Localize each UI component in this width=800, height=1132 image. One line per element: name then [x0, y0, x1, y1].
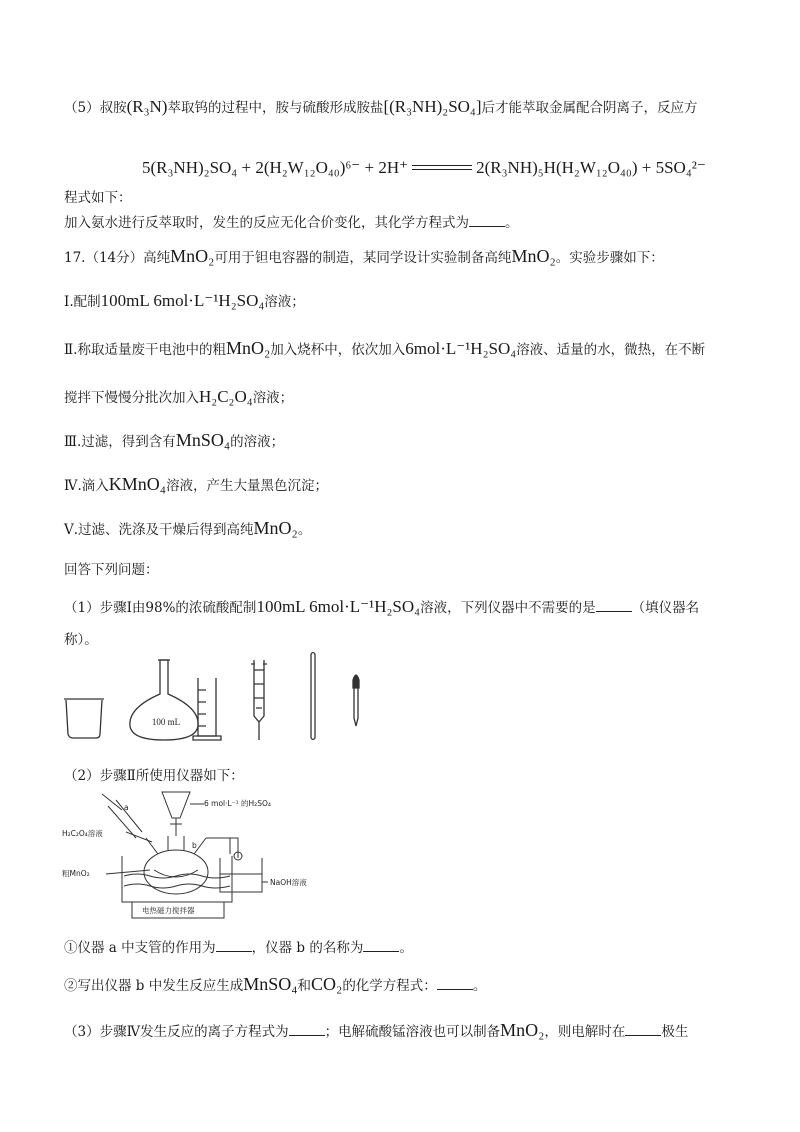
part-2-2-end: 。	[472, 978, 487, 994]
q17-text-a: 可用于钽电容器的制造，某同学设计实验制备高纯	[214, 250, 512, 266]
step-4-label: Ⅳ.滴入	[64, 478, 109, 494]
step-5-end: 。	[297, 522, 312, 538]
reaction-equation	[142, 158, 706, 178]
mno2-formula: MnO₂	[511, 246, 556, 266]
q17-number: 17.（14分）高纯	[64, 250, 171, 266]
answer-blank[interactable]	[596, 599, 632, 612]
h2so4-formula: 6mol·L⁻¹H₂SO₄	[405, 339, 517, 358]
part-1-line1	[64, 596, 699, 617]
three-neck-flask	[144, 850, 208, 894]
h2so4-solution: 100mL 6mol·L⁻¹H₂SO₄	[100, 291, 265, 310]
answer-blank[interactable]	[363, 939, 399, 952]
dropper-icon	[353, 675, 359, 726]
part-2-2-text-a: ②写出仪器 b 中发生反应生成	[64, 978, 244, 994]
answer-blank[interactable]	[216, 939, 252, 952]
graduated-cylinder-icon	[193, 678, 221, 740]
q16-5-line3	[64, 211, 519, 231]
mno2-formula: MnO₂	[225, 338, 271, 358]
step-2-text-c: 搅拌下慢慢分批次加入	[64, 390, 199, 406]
answer-prompt: 回答下列问题：	[64, 562, 159, 578]
part-2-1-text-b: ，仪器 b 的名称为	[251, 940, 364, 956]
q16-5-line1	[64, 96, 698, 117]
part-2-label: （2）步骤Ⅱ所使用仪器如下：	[64, 768, 244, 784]
answer-blank[interactable]	[437, 977, 473, 990]
step-3-end: 的溶液；	[230, 434, 285, 450]
step-3-label: Ⅲ.过滤，得到含有	[64, 434, 176, 450]
step-4-end: 溶液，产生大量黑色沉淀；	[166, 478, 329, 494]
label-b: b	[192, 841, 197, 850]
acid-label: 6 mol·L⁻¹ 的H₂SO₄	[204, 799, 271, 808]
amine-formula: (R₃N)	[126, 97, 168, 116]
step-2-text-b: 溶液、适量的水，微热，在不断	[516, 342, 706, 358]
answer-blank[interactable]	[289, 1023, 325, 1036]
part-3-text-c: ，则电解时在	[544, 1024, 626, 1040]
kmno4-formula: KMnO₄	[108, 474, 167, 494]
step-5-label: Ⅴ.过滤、洗涤及干燥后得到高纯	[64, 522, 254, 538]
part-2-2-text-b: 的化学方程式：	[342, 978, 437, 994]
step-1	[64, 290, 305, 311]
part-2-1-end: 。	[399, 940, 413, 956]
mnso4-formula: MnSO₄	[243, 974, 298, 994]
part-3-text-b: ；电解硫酸锰溶液也可以制备	[324, 1024, 501, 1040]
step-2-line1	[64, 338, 705, 359]
part-1-text-b: （填仪器名	[631, 600, 700, 616]
step-2-label: Ⅱ.称取适量废干电池中的粗	[64, 342, 226, 358]
co2-formula: CO₂	[311, 974, 343, 994]
apparatus-figure	[62, 786, 320, 922]
q16-5-question: 加入氨水进行反萃取时，发生的反应无化合价变化，其化学方程式为	[64, 215, 469, 231]
burette-icon	[251, 660, 267, 740]
step-2-end: 溶液；	[252, 390, 294, 406]
q16-5-end: 。	[505, 215, 519, 231]
oxalic-acid-formula: H₂C₂O₄	[199, 387, 253, 406]
oxalic-label: H₂C₂O₄溶液	[62, 829, 103, 838]
volumetric-flask-icon	[130, 660, 198, 740]
step-1-end: 溶液；	[264, 294, 305, 310]
amine-salt-formula: [(R₃NH)₂SO₄]	[383, 97, 482, 116]
part-3	[64, 1020, 688, 1041]
equation-right: 2(R₃NH)₅H(H₂W₁₂O₄₀) + 5SO₄²⁻	[476, 158, 706, 177]
and-word: 和	[297, 978, 312, 994]
part-2-1	[64, 936, 413, 956]
step-5	[64, 518, 311, 539]
q16-5-text-a: 萃取钨的过程中，胺与硫酸形成胺盐	[167, 100, 384, 116]
q16-5-label: （5）叔胺	[64, 100, 127, 116]
step-2-text: 加入烧杯中，依次加入	[270, 342, 406, 358]
naoh-label: NaOH溶液	[270, 878, 307, 887]
part-2-1-text-a: ①仪器 a 中支管的作用为	[64, 940, 216, 956]
mno2-formula: MnO₂	[253, 518, 298, 538]
answer-blank[interactable]	[469, 214, 505, 227]
mno2-formula: MnO₂	[500, 1020, 545, 1040]
instruments-figure	[58, 650, 388, 745]
q17-text-b: 。实验步骤如下：	[555, 250, 664, 266]
q16-5-text-b: 后才能萃取金属配合阴离子，反应方	[481, 100, 698, 116]
glass-rod-icon	[311, 653, 315, 740]
h2so4-solution: 100mL 6mol·L⁻¹H₂SO₄	[256, 597, 421, 616]
step-3	[64, 430, 284, 451]
mnso4-formula: MnSO₄	[175, 430, 231, 450]
equals-sign	[412, 165, 472, 173]
part-1-text: 溶液，下列仪器中不需要的是	[420, 600, 596, 616]
step-1-label: Ⅰ.配制	[64, 294, 101, 310]
part-1-line2: 称）。	[64, 632, 98, 648]
q17-header	[64, 246, 664, 267]
beaker-icon	[64, 699, 104, 738]
label-a: a	[124, 803, 129, 812]
q16-5-line2: 程式如下：	[64, 190, 132, 206]
answer-blank[interactable]	[625, 1023, 661, 1036]
part-3-text-d: 极生	[661, 1024, 689, 1040]
equation-left: 5(R₃NH)₂SO₄ + 2(H₂W₁₂O₄₀)⁶⁻ + 2H⁺	[142, 158, 409, 177]
mno2-formula: MnO₂	[170, 246, 215, 266]
flask-label: 100 mL	[151, 717, 181, 727]
step-2-line2	[64, 386, 293, 407]
part-2-2	[64, 974, 486, 995]
part-1-label: （1）步骤Ⅰ由98%的浓硫酸配制	[64, 600, 257, 616]
stirrer-label: 电热磁力搅拌器	[142, 906, 195, 915]
step-4	[64, 474, 328, 495]
crude-mno2-label: 粗MnO₂	[62, 869, 90, 878]
part-3-text-a: （3）步骤Ⅳ发生反应的离子方程式为	[64, 1024, 289, 1040]
dropping-funnel	[162, 792, 190, 818]
water-bath	[122, 856, 232, 902]
